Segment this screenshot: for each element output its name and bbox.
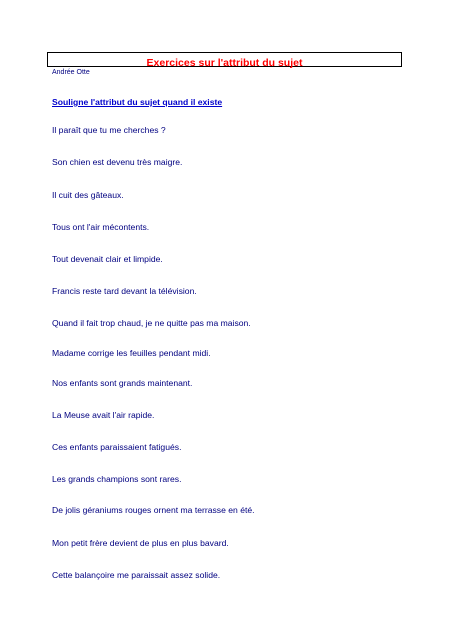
exercise-sentence: Francis reste tard devant la télévision. (52, 286, 197, 296)
exercise-sentence: Son chien est devenu très maigre. (52, 157, 183, 167)
exercise-sentence: Quand il fait trop chaud, je ne quitte pas ma maison. (52, 318, 251, 328)
exercise-sentence: Ces enfants paraissaient fatigués. (52, 442, 182, 452)
exercise-sentence: Les grands champions sont rares. (52, 474, 182, 484)
exercise-sentence: De jolis géraniums rouges ornent ma terrasse en été. (52, 505, 255, 515)
author-name: Andrée Otte (52, 69, 90, 76)
exercise-sentence: Tous ont l'air mécontents. (52, 222, 150, 232)
exercise-sentence: Mon petit frère devient de plus en plus bavard. (52, 538, 229, 548)
exercise-sentence: Cette balançoire me paraissait assez solide. (52, 570, 221, 580)
exercise-sentence: Il cuit des gâteaux. (52, 190, 124, 200)
title-box (47, 52, 402, 67)
exercise-sentence: Madame corrige les feuilles pendant midi. (52, 348, 211, 358)
exercise-instruction: Souligne l'attribut du sujet quand il existe (52, 97, 223, 107)
exercise-sentence: Il paraît que tu me cherches ? (52, 125, 166, 135)
exercise-sentence: Tout devenait clair et limpide. (52, 254, 163, 264)
exercise-sentence: Nos enfants sont grands maintenant. (52, 378, 193, 388)
document-title: Exercices sur l'attribut du sujet (146, 57, 303, 69)
exercise-sentence: La Meuse avait l'air rapide. (52, 410, 155, 420)
